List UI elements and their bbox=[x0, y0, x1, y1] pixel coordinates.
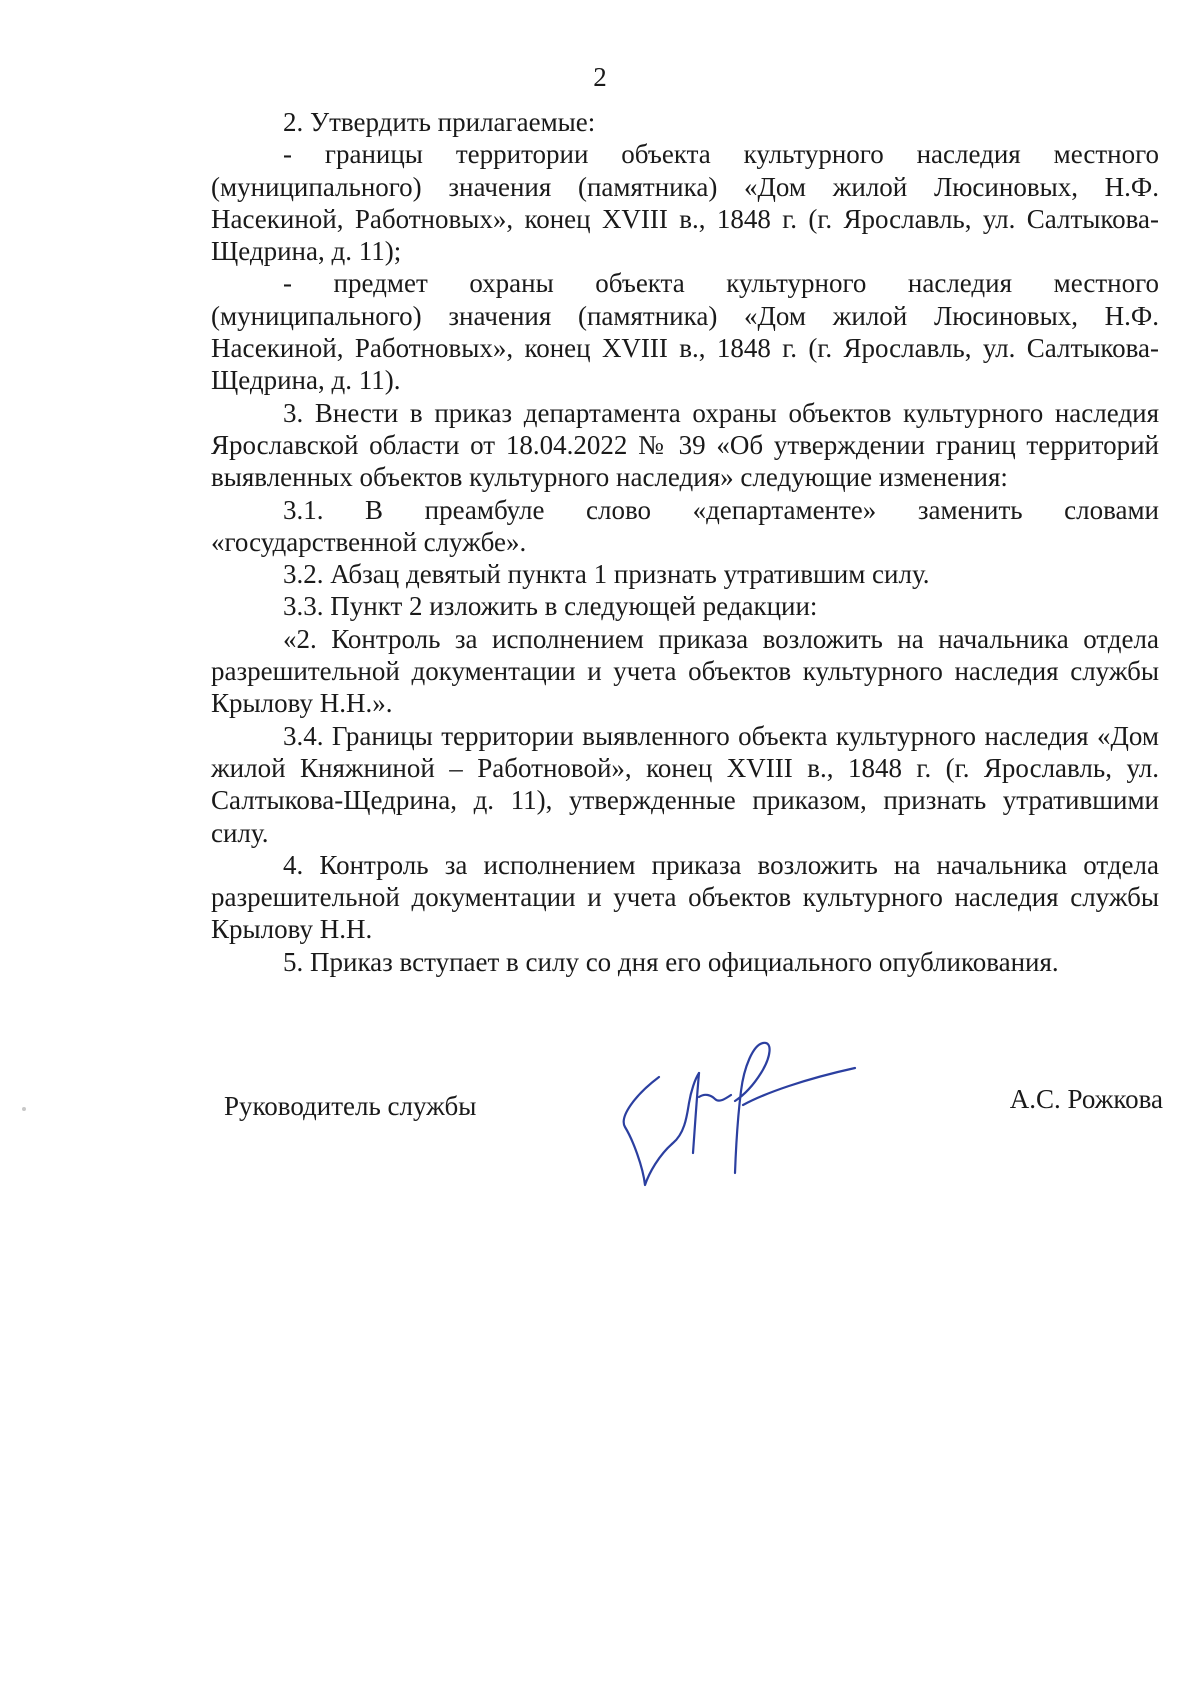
document-body bbox=[211, 106, 1159, 978]
scan-speck bbox=[22, 1107, 26, 1111]
handwritten-signature bbox=[615, 1035, 860, 1195]
paragraph-3-1: 3.1. В преамбуле слово «департаменте» заменить словами «государственной службе». bbox=[211, 494, 1159, 557]
paragraph-protection-subject: - предмет охраны объекта культурного наследия местного (муниципального) значения (памятника) «Дом жилой Люсиновых, Н.Ф. Насекиной, Работновых», конец XVIII в., 1848 г. (г. Ярославль, ул. Салтыкова-Щедрина, д. 11). bbox=[211, 268, 1159, 396]
paragraph-territory-boundaries: - границы территории объекта культурного наследия местного (муниципального) значения (памятника) «Дом жилой Люсиновых, Н.Ф. Насекиной, Работновых», конец XVIII в., 1848 г. (г. Ярославль, ул. Салтыкова-Щедрина, д. 11); bbox=[211, 139, 1159, 267]
signatory-position: Руководитель службы bbox=[224, 1091, 477, 1121]
page-number: 2 bbox=[593, 62, 607, 92]
paragraph-approve: 2. Утвердить прилагаемые: bbox=[283, 107, 596, 137]
signatory-name: А.С. Рожкова bbox=[1009, 1084, 1163, 1114]
paragraph-amend-order: 3. Внести в приказ департамента охраны объектов культурного наследия Ярославской области от 18.04.2022 № 39 «Об утверждении границ территорий выявленных объектов культурного наследия» следующие изменения: bbox=[211, 397, 1159, 493]
paragraph-5-effective: 5. Приказ вступает в силу со дня его официального опубликования. bbox=[283, 946, 1059, 977]
paragraph-3-4: 3.4. Границы территории выявленного объекта культурного наследия «Дом жилой Княжниной – Работновой», конец XVIII в., 1848 г. (г. Ярославль, ул. Салтыкова-Щедрина, д. 11), утвержденные приказом, признать утратившими силу. bbox=[211, 720, 1159, 848]
paragraph-4-control: 4. Контроль за исполнением приказа возложить на начальника отдела разрешительной документации и учета объектов культурного наследия службы Крылову Н.Н. bbox=[211, 849, 1159, 945]
paragraph-3-2: 3.2. Абзац девятый пункта 1 признать утратившим силу. bbox=[283, 559, 930, 590]
paragraph-3-3: 3.3. Пункт 2 изложить в следующей редакции: bbox=[283, 591, 818, 622]
paragraph-quoted-control: «2. Контроль за исполнением приказа возложить на начальника отдела разрешительной документации и учета объектов культурного наследия службы Крылову Н.Н.». bbox=[211, 623, 1159, 719]
